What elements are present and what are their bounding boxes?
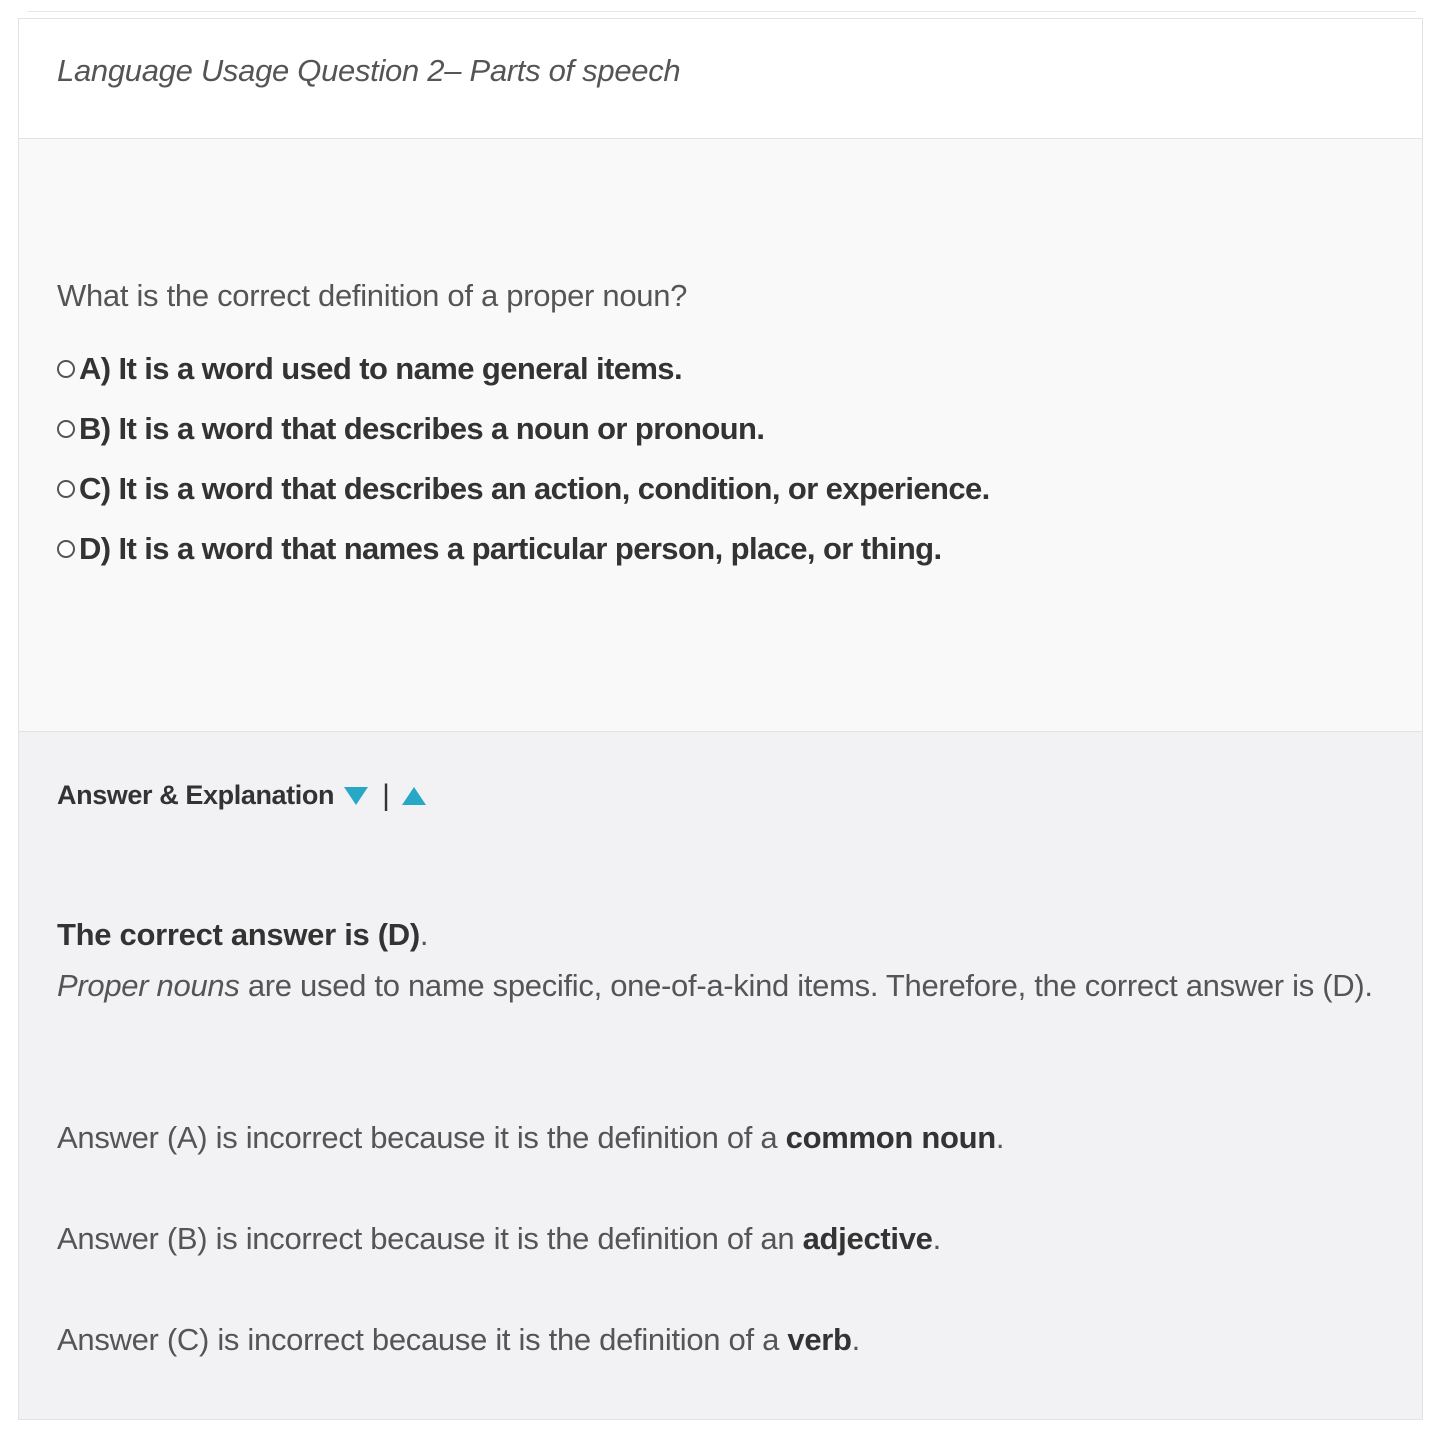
option-label: D) It is a word that names a particular person, place, or thing. [79, 531, 942, 566]
incorrect-suffix: . [932, 1221, 941, 1256]
incorrect-b-line [57, 1213, 1377, 1264]
incorrect-prefix: Answer (A) is incorrect because it is the definition of a [57, 1120, 786, 1155]
option-a[interactable] [57, 349, 682, 389]
option-b[interactable] [57, 409, 764, 449]
correct-answer-line [57, 909, 1377, 960]
card-header [19, 19, 1422, 139]
incorrect-term: verb [787, 1322, 852, 1357]
triangle-down-icon[interactable] [344, 787, 368, 805]
incorrect-c-line [57, 1314, 1377, 1365]
correct-answer-period: . [419, 917, 429, 952]
incorrect-term: common noun [785, 1120, 996, 1155]
radio-unchecked-icon[interactable] [57, 540, 75, 558]
explanation-term: Proper nouns [57, 968, 240, 1003]
incorrect-a-line [57, 1112, 1377, 1163]
radio-unchecked-icon[interactable] [57, 420, 75, 438]
answer-toggle-row [57, 780, 426, 811]
incorrect-suffix: . [995, 1120, 1005, 1155]
question-text: What is the correct definition of a proper noun? [57, 278, 688, 313]
incorrect-prefix: Answer (B) is incorrect because it is the definition of an [57, 1221, 803, 1256]
explanation-body: are used to name specific, one-of-a-kind items. Therefore, the correct answer is (D). [239, 968, 1373, 1003]
option-d[interactable] [57, 529, 942, 569]
option-c[interactable] [57, 469, 990, 509]
option-label: C) It is a word that describes an action, condition, or experience. [79, 471, 990, 506]
incorrect-term: adjective [802, 1221, 933, 1256]
question-panel [19, 139, 1422, 731]
explanation-paragraph [57, 960, 1377, 1011]
radio-unchecked-icon[interactable] [57, 480, 75, 498]
incorrect-prefix: Answer (C) is incorrect because it is the definition of a [57, 1322, 788, 1357]
option-label: A) It is a word used to name general items. [79, 351, 682, 386]
triangle-up-icon[interactable] [402, 787, 426, 805]
answer-explanation-panel [19, 731, 1422, 1419]
correct-answer-heading: The correct answer is (D) [57, 917, 420, 952]
explanation-text [57, 909, 1377, 1011]
toggle-separator: | [382, 778, 390, 812]
question-card [18, 18, 1423, 1420]
card-title: Language Usage Question 2– Parts of speech [57, 53, 681, 88]
incorrect-suffix: . [851, 1322, 860, 1357]
top-divider [28, 11, 1416, 12]
radio-unchecked-icon[interactable] [57, 360, 75, 378]
answer-toggle-label: Answer & Explanation [57, 780, 335, 810]
option-label: B) It is a word that describes a noun or pronoun. [79, 411, 765, 446]
